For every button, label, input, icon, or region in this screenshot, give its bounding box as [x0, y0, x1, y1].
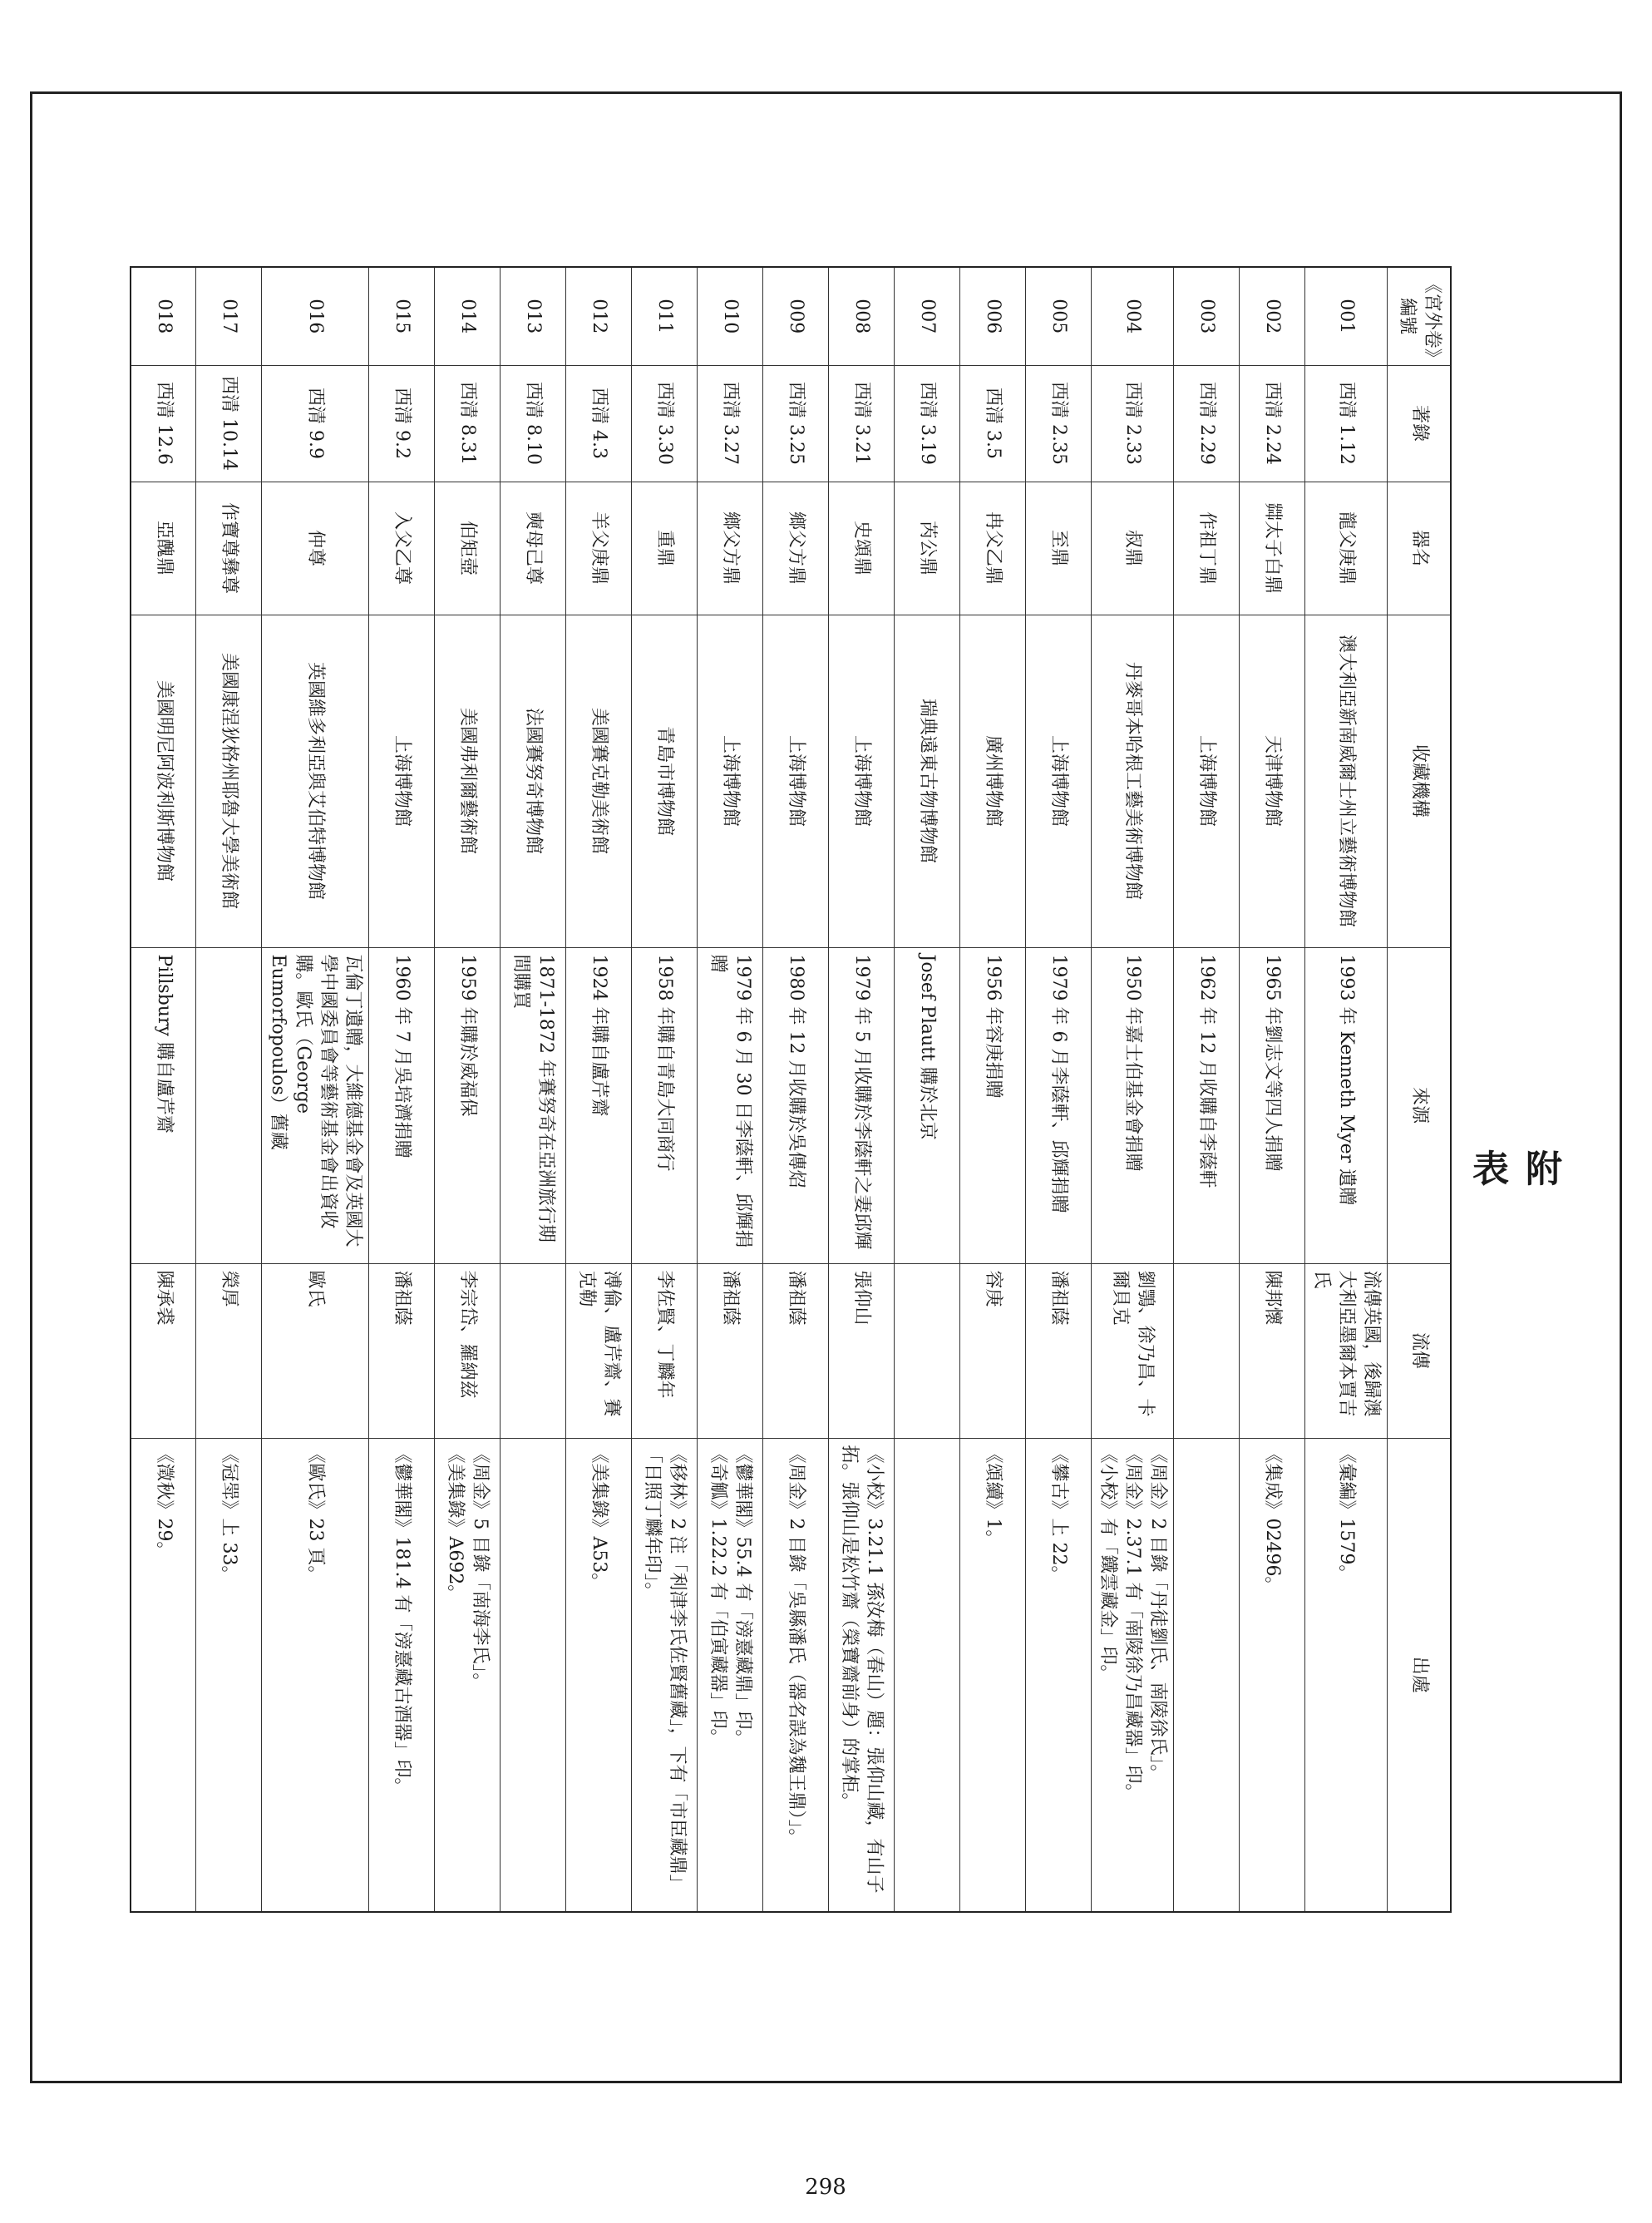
reference-line: 《澂秋》29。 [153, 1445, 175, 1560]
cell-vessel-name: 冉父乙鼎 [960, 482, 1026, 615]
cell-source: 1993 年 Kenneth Myer 遺贈 [1305, 947, 1388, 1263]
cell-vessel-name: 茻太子白鼎 [1240, 482, 1305, 615]
cell-number: 011 [632, 267, 698, 365]
cell-provenance: 歐氏 [262, 1263, 369, 1438]
cell-catalogue: 西清 9.2 [369, 365, 435, 482]
cell-vessel-name: 作祖丁鼎 [1174, 482, 1240, 615]
cell-vessel-name: 羊父庚鼎 [566, 482, 632, 615]
cell-catalogue: 西清 3.27 [698, 365, 763, 482]
reference-line: 《奇觚》1.22.2 有「伯寅藏器」印。 [708, 1445, 729, 1747]
cell-catalogue: 西清 2.24 [1240, 365, 1305, 482]
cell-catalogue: 西清 10.14 [196, 365, 262, 482]
cell-catalogue: 西清 12.6 [131, 365, 196, 482]
reference-line: 《美集錄》A692。 [445, 1445, 466, 1603]
cell-collection: 天津博物館 [1240, 615, 1305, 947]
cell-catalogue: 西清 2.35 [1026, 365, 1092, 482]
table-row [1305, 267, 1388, 1912]
cell-collection: 青島市博物館 [632, 615, 698, 947]
cell-vessel-name: 鄉父方鼎 [698, 482, 763, 615]
cell-provenance [1174, 1263, 1240, 1438]
cell-provenance: 李佐賢、丁麟年 [632, 1263, 698, 1438]
cell-collection: 瑞典遠東古物博物館 [895, 615, 960, 947]
cell-provenance: 潘祖蔭 [1026, 1263, 1092, 1438]
cell-collection: 美國弗利爾藝術館 [435, 615, 501, 947]
cell-collection: 美國明尼阿波利斯博物館 [131, 615, 196, 947]
cell-number: 017 [196, 267, 262, 365]
cell-provenance: 陳邦懷 [1240, 1263, 1305, 1438]
cell-collection: 上海博物館 [1026, 615, 1092, 947]
cell-number: 015 [369, 267, 435, 365]
cell-source: 1962 年 12 月收購自李蔭軒 [1174, 947, 1240, 1263]
reference-line: 《美集錄》A53。 [589, 1445, 610, 1592]
cell-vessel-name: 芮公鼎 [895, 482, 960, 615]
reference-line: 《鬱華閣》181.4 有「滂憙藏古酒器」印。 [392, 1445, 413, 1796]
table-row [698, 267, 763, 1912]
cell-collection: 廣州博物館 [960, 615, 1026, 947]
cell-source: 瓦倫丁遺贈，大維德基金會及英國大學中國委員會等藝術基金會出資收購。歐氏（George Eumorfopoulos）舊藏 [262, 947, 369, 1263]
cell-number: 007 [895, 267, 960, 365]
cell-reference [960, 1438, 1026, 1912]
cell-number: 004 [1092, 267, 1174, 365]
cell-vessel-name: 鄉父方鼎 [763, 482, 829, 615]
page-heading: 附表 [1466, 1149, 1561, 1209]
cell-catalogue: 西清 3.25 [763, 365, 829, 482]
cell-reference [1026, 1438, 1092, 1912]
reference-line: 《彙編》1579。 [1336, 1445, 1358, 1583]
cell-provenance: 陳承裘 [131, 1263, 196, 1438]
cell-number: 018 [131, 267, 196, 365]
cell-source: 1871-1872 年賽努奇在亞洲旅行期間購買 [501, 947, 566, 1263]
table-row [632, 267, 698, 1912]
cell-vessel-name: 重鼎 [632, 482, 698, 615]
cell-source: 1979 年 5 月收購於李蔭軒之妻邱輝 [829, 947, 895, 1263]
cell-catalogue: 西清 1.12 [1305, 365, 1388, 482]
column-header-provenance: 流傳 [1388, 1263, 1451, 1438]
cell-catalogue: 西清 2.33 [1092, 365, 1174, 482]
column-header-source: 來源 [1388, 947, 1451, 1263]
cell-catalogue: 西清 9.9 [262, 365, 369, 482]
reference-line: 《歐氏》23 頁。 [305, 1445, 327, 1584]
table-row [895, 267, 960, 1912]
cell-number: 009 [763, 267, 829, 365]
reference-line: 《小校》3.21.1 孫汝梅（春山）題：張仰山藏，有山子拓。張仰山是松竹齋（榮寶齋前身）的掌柜。 [839, 1445, 885, 1894]
cell-number: 010 [698, 267, 763, 365]
cell-number: 014 [435, 267, 501, 365]
cell-reference [262, 1438, 369, 1912]
cell-number: 012 [566, 267, 632, 365]
cell-reference [829, 1438, 895, 1912]
reference-line: 《攀古》上 22。 [1048, 1445, 1070, 1584]
table-row [1174, 267, 1240, 1912]
cell-collection: 英國維多利亞與艾伯特博物館 [262, 615, 369, 947]
cell-collection: 美國賽克勒美術館 [566, 615, 632, 947]
cell-vessel-name: 龍父庚鼎 [1305, 482, 1388, 615]
cell-collection: 澳大利亞新南威爾士州立藝術博物館 [1305, 615, 1388, 947]
cell-source: 1958 年購自青島大同商行 [632, 947, 698, 1263]
cell-provenance [895, 1263, 960, 1438]
table-body [131, 267, 1388, 1912]
appendix-table-wrapper [121, 266, 1452, 1911]
table-row [196, 267, 262, 1912]
cell-collection: 上海博物館 [829, 615, 895, 947]
column-header-reference: 出處 [1388, 1438, 1451, 1912]
cell-source: Josef Plautt 購於北京 [895, 947, 960, 1263]
cell-vessel-name: 作寶尊彝尊 [196, 482, 262, 615]
cell-provenance: 潘祖蔭 [698, 1263, 763, 1438]
cell-catalogue: 西清 3.5 [960, 365, 1026, 482]
column-header-number: 《宮外卷》編號 [1388, 267, 1451, 365]
cell-provenance [501, 1263, 566, 1438]
table-row [1240, 267, 1305, 1912]
table-row [131, 267, 196, 1912]
cell-number: 016 [262, 267, 369, 365]
cell-source: 1960 年 7 月吳培濟捐贈 [369, 947, 435, 1263]
cell-reference [566, 1438, 632, 1912]
cell-reference [632, 1438, 698, 1912]
cell-provenance: 潘祖蔭 [763, 1263, 829, 1438]
cell-number: 005 [1026, 267, 1092, 365]
cell-catalogue: 西清 4.3 [566, 365, 632, 482]
cell-number: 006 [960, 267, 1026, 365]
cell-catalogue: 西清 2.29 [1174, 365, 1240, 482]
cell-reference [435, 1438, 501, 1912]
cell-reference [698, 1438, 763, 1912]
cell-provenance: 溥倫、盧芹齋、賽克勒 [566, 1263, 632, 1438]
cell-number: 002 [1240, 267, 1305, 365]
cell-provenance: 李宗岱、羅納兹 [435, 1263, 501, 1438]
cell-source: 1950 年嘉士伯基金會捐贈 [1092, 947, 1174, 1263]
cell-catalogue: 西清 3.21 [829, 365, 895, 482]
cell-catalogue: 西清 3.30 [632, 365, 698, 482]
cell-source: 1959 年購於威福保 [435, 947, 501, 1263]
reference-line: 《冠斝》上 33。 [219, 1445, 240, 1584]
cell-vessel-name: 伯矩壺 [435, 482, 501, 615]
cell-catalogue: 西清 8.31 [435, 365, 501, 482]
cell-provenance: 容庚 [960, 1263, 1026, 1438]
cell-vessel-name: 亞醜鼎 [131, 482, 196, 615]
reference-line: 《周金》2 目錄「丹徒劉氏、南陵徐氏」。 [1147, 1445, 1169, 1783]
reference-line: 《移林》2 注「利津李氏佐賢舊藏」，下有「市臣藏鼎」「日照丁麟年印」。 [642, 1445, 688, 1893]
cell-provenance: 劉鶚、徐乃昌、卡爾貝克 [1092, 1263, 1174, 1438]
table-row [1092, 267, 1174, 1912]
page-number: 298 [805, 2175, 846, 2200]
cell-reference [763, 1438, 829, 1912]
cell-vessel-name: 入父乙尊 [369, 482, 435, 615]
cell-catalogue: 西清 3.19 [895, 365, 960, 482]
table-row [1026, 267, 1092, 1912]
cell-number: 008 [829, 267, 895, 365]
table-row [829, 267, 895, 1912]
cell-source: 1979 年 6 月 30 日李蔭軒、邱輝捐贈 [698, 947, 763, 1263]
reference-line: 《小校》有「鐵雲藏金」印。 [1097, 1445, 1119, 1683]
table-row [501, 267, 566, 1912]
cell-provenance: 榮厚 [196, 1263, 262, 1438]
cell-number: 003 [1174, 267, 1240, 365]
cell-provenance: 流傳英國，後歸澳大利亞墨爾本賈吉氏 [1305, 1263, 1388, 1438]
reference-line: 《鬱華閣》55.4 有「滂憙藏鼎」印。 [732, 1445, 754, 1748]
reference-line: 《周金》5 目錄「南海李氏」。 [470, 1445, 491, 1692]
table-header-row [1388, 267, 1451, 1912]
cell-source: Pillsbury 購自盧芹齋 [131, 947, 196, 1263]
reference-line: 《頌續》1。 [983, 1445, 1004, 1549]
cell-collection: 上海博物館 [1174, 615, 1240, 947]
table-row [763, 267, 829, 1912]
table-row [262, 267, 369, 1912]
cell-collection: 法國賽努奇博物館 [501, 615, 566, 947]
cell-reference [1240, 1438, 1305, 1912]
cell-catalogue: 西清 8.10 [501, 365, 566, 482]
cell-source: 1956 年容庚捐贈 [960, 947, 1026, 1263]
cell-reference [1092, 1438, 1174, 1912]
table-row [369, 267, 435, 1912]
column-header-vessel-name: 器名 [1388, 482, 1451, 615]
cell-vessel-name: 仲尊 [262, 482, 369, 615]
cell-vessel-name: 至鼎 [1026, 482, 1092, 615]
column-header-collection: 收藏機構 [1388, 615, 1451, 947]
appendix-table [130, 266, 1452, 1913]
cell-vessel-name: 奭母己尊 [501, 482, 566, 615]
cell-number: 001 [1305, 267, 1388, 365]
cell-source [196, 947, 262, 1263]
cell-reference [369, 1438, 435, 1912]
cell-vessel-name: 叔鼎 [1092, 482, 1174, 615]
reference-line: 《集成》02496。 [1262, 1445, 1284, 1595]
cell-reference [1174, 1438, 1240, 1912]
cell-source: 1965 年劉志文等四人捐贈 [1240, 947, 1305, 1263]
cell-number: 013 [501, 267, 566, 365]
cell-vessel-name: 史頌鼎 [829, 482, 895, 615]
reference-line: 《周金》2.37.1 有「南陵徐乃昌藏器」印。 [1122, 1445, 1144, 1802]
table-row [435, 267, 501, 1912]
table-row [960, 267, 1026, 1912]
cell-collection: 上海博物館 [698, 615, 763, 947]
cell-collection: 上海博物館 [369, 615, 435, 947]
reference-line: 《周金》2 目錄「吳縣潘氏（器名誤為魏王鼎）」。 [786, 1445, 807, 1847]
cell-reference [1305, 1438, 1388, 1912]
column-header-catalogue: 著錄 [1388, 365, 1451, 482]
cell-source: 1924 年購自盧芹齋 [566, 947, 632, 1263]
cell-reference [196, 1438, 262, 1912]
cell-reference [895, 1438, 960, 1912]
cell-collection: 上海博物館 [763, 615, 829, 947]
cell-provenance: 潘祖蔭 [369, 1263, 435, 1438]
cell-provenance: 張仰山 [829, 1263, 895, 1438]
cell-collection: 美國康涅狄格州耶魯大學美術館 [196, 615, 262, 947]
cell-source: 1979 年 6 月李蔭軒、邱輝捐贈 [1026, 947, 1092, 1263]
table-row [566, 267, 632, 1912]
cell-collection: 丹麥哥本哈根工藝美術博物館 [1092, 615, 1174, 947]
cell-reference [131, 1438, 196, 1912]
cell-source: 1980 年 12 月收購於吳傳炤 [763, 947, 829, 1263]
cell-reference [501, 1438, 566, 1912]
